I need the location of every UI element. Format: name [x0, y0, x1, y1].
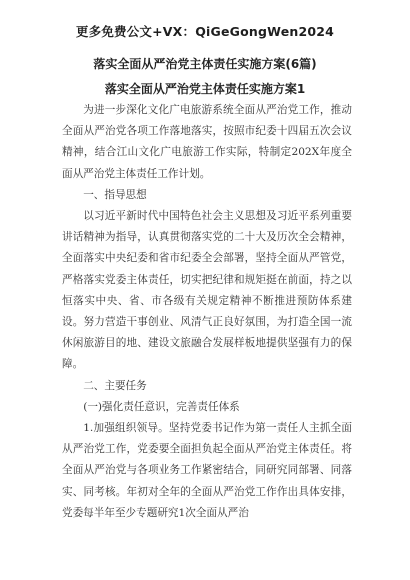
section-heading-guiding-thought: 一、指导思想: [83, 188, 147, 201]
guiding-thought-paragraph: 以习近平新时代中国特色社会主义思想及习近平系列重要讲话精神为指导，认真贯彻落实党的二十大及历次全会精神，全面落实中央纪委和省市纪委全会部署，坚持全面从严管党，严格落实党委主体责任，切实把纪律和规矩挺在前面，持之以恒落实中央、省、市各级有关规定精神不断推进预防体系建设。努力营造干事创业、风清气正良好氛围，为打造全国一流休闲旅游目的地、建设文旅融合发展样板地提供坚强有力的保障。: [62, 210, 352, 371]
document-title: 落实全面从严治党主体责任实施方案(6篇): [93, 57, 317, 71]
document-body: [62, 100, 352, 524]
subsection-heading-responsibility: (一)强化责任意识，完善责任体系: [83, 400, 240, 413]
intro-paragraph: 为进一步深化文化广电旅游系统全面从严治党工作，推动全面从严治党各项工作落地落实，按照市纪委十四届五次会议精神，结合江山文化广电旅游工作实际，特制定202X年度全面从严治党主体责任工作计划。: [62, 104, 352, 180]
task-paragraph-1: 1.加强组织领导。坚持党委书记作为第一责任人主抓全面从严治党工作，党委要全面担负起全面从严治党主体责任。将全面从严治党与各项业务工作紧密结合，同研究同部署、同落实、同考核。年初对全年的全面从严治党工作作出具体安排，党委每半年至少专题研究1次全面从严治: [62, 422, 352, 519]
promo-header: 更多免费公文+VX：QiGeGongWen2024: [75, 24, 335, 39]
document-subtitle: 落实全面从严治党主体责任实施方案1: [104, 82, 306, 96]
section-heading-main-tasks: 二、主要任务: [83, 379, 147, 392]
